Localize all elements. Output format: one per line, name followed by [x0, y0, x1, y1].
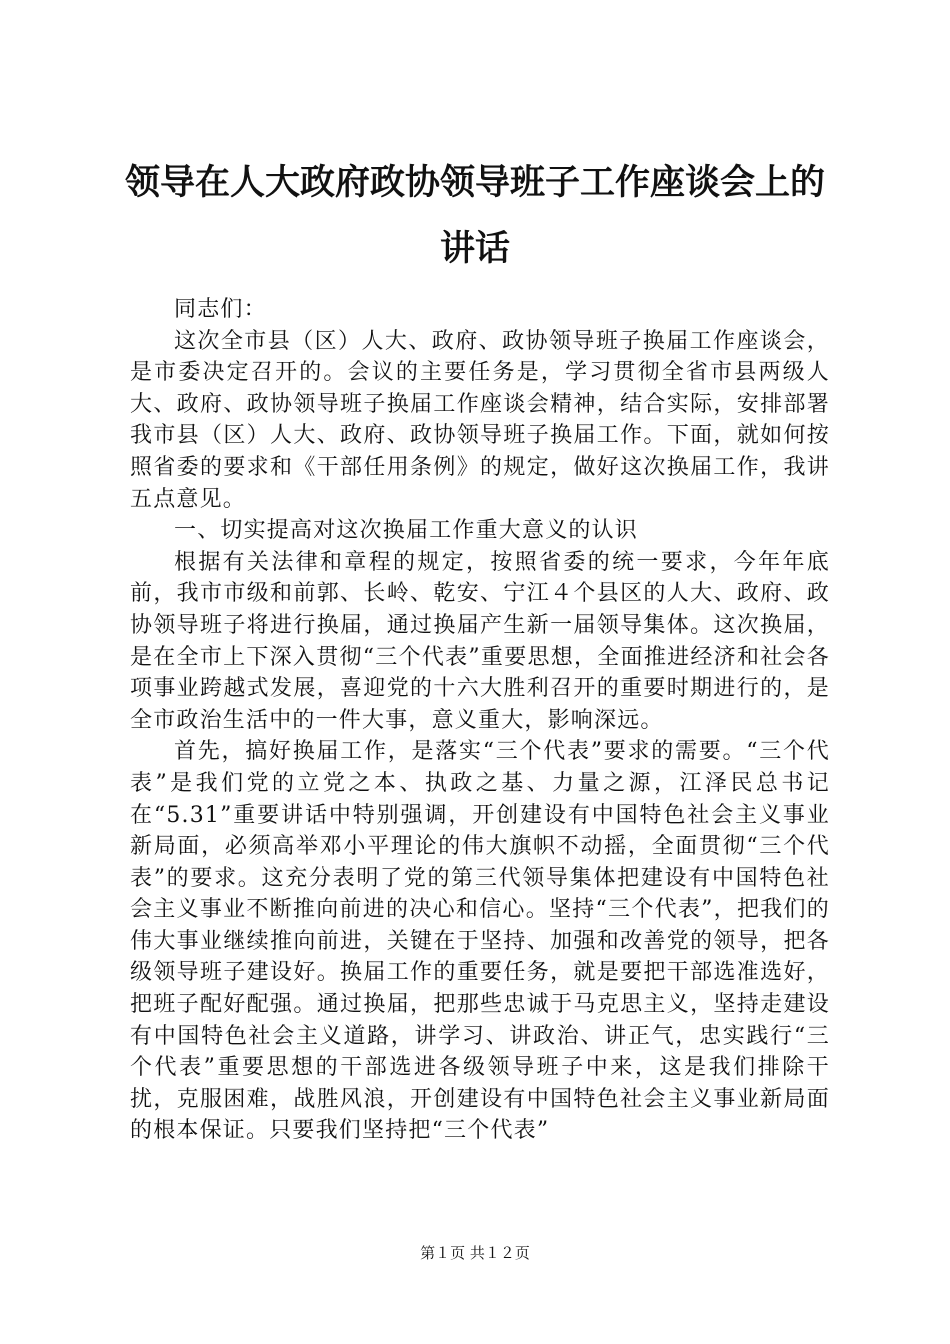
title-line-1: 领导在人大政府政协领导班子工作座谈会上的: [124, 162, 825, 203]
page-number-footer: 第１页 共１２页: [420, 1244, 530, 1262]
body-paragraph: 根据有关法律和章程的规定，按照省委的统一要求，今年年底前，我市市级和前郭、长岭、乾安、宁江４个县区的人大、政府、政协领导班子将进行换届，通过换届产生新一届领导集体。这次换届，是在全市上下深入贯彻“三个代表”重要思想，全面推进经济和社会各项事业跨越式发展，喜迎党的十六大胜利召开的重要时期进行的，是全市政治生活中的一件大事，意义重大，影响深远。: [130, 549, 830, 733]
body-paragraph: 这次全市县（区）人大、政府、政协领导班子换届工作座谈会，是市委决定召开的。会议的主要任务是，学习贯彻全省市县两级人大、政府、政协领导班子换届工作座谈会精神，结合实际，安排部署我市县（区）人大、政府、政协领导班子换届工作。下面，就如何按照省委的要求和《干部任用条例》的规定，做好这次换届工作，我讲五点意见。: [130, 328, 830, 512]
body-paragraph: 首先，搞好换届工作，是落实“三个代表”要求的需要。“三个代表”是我们党的立党之本、执政之基、力量之源，江泽民总书记在“5.31”重要讲话中特别强调，开创建设有中国特色社会主义事业新局面，必须高举邓小平理论的伟大旗帜不动摇，全面贯彻“三个代表”的要求。这充分表明了党的第三代领导集体把建设有中国特色社会主义事业不断推向前进的决心和信心。坚持“三个代表”，把我们的伟大事业继续推向前进，关键在于坚持、加强和改善党的领导，把各级领导班子建设好。换届工作的重要任务，就是要把干部选准选好，把班子配好配强。通过换届，把那些忠诚于马克思主义，坚持走建设有中国特色社会主义道路，讲学习、讲政治、讲正气，忠实践行“三个代表”重要思想的干部选进各级领导班子中来，这是我们排除干扰，克服困难，战胜风浪，开创建设有中国特色社会主义事业新局面的根本保证。只要我们坚持把“三个代表”: [130, 739, 830, 1144]
title-line-2: 讲话: [439, 228, 510, 269]
document-title: [110, 150, 840, 282]
salutation: 同志们：: [174, 297, 267, 322]
document-body: [130, 294, 830, 1147]
section-heading: 一、切实提高对这次换届工作重大意义的认识: [174, 518, 639, 544]
